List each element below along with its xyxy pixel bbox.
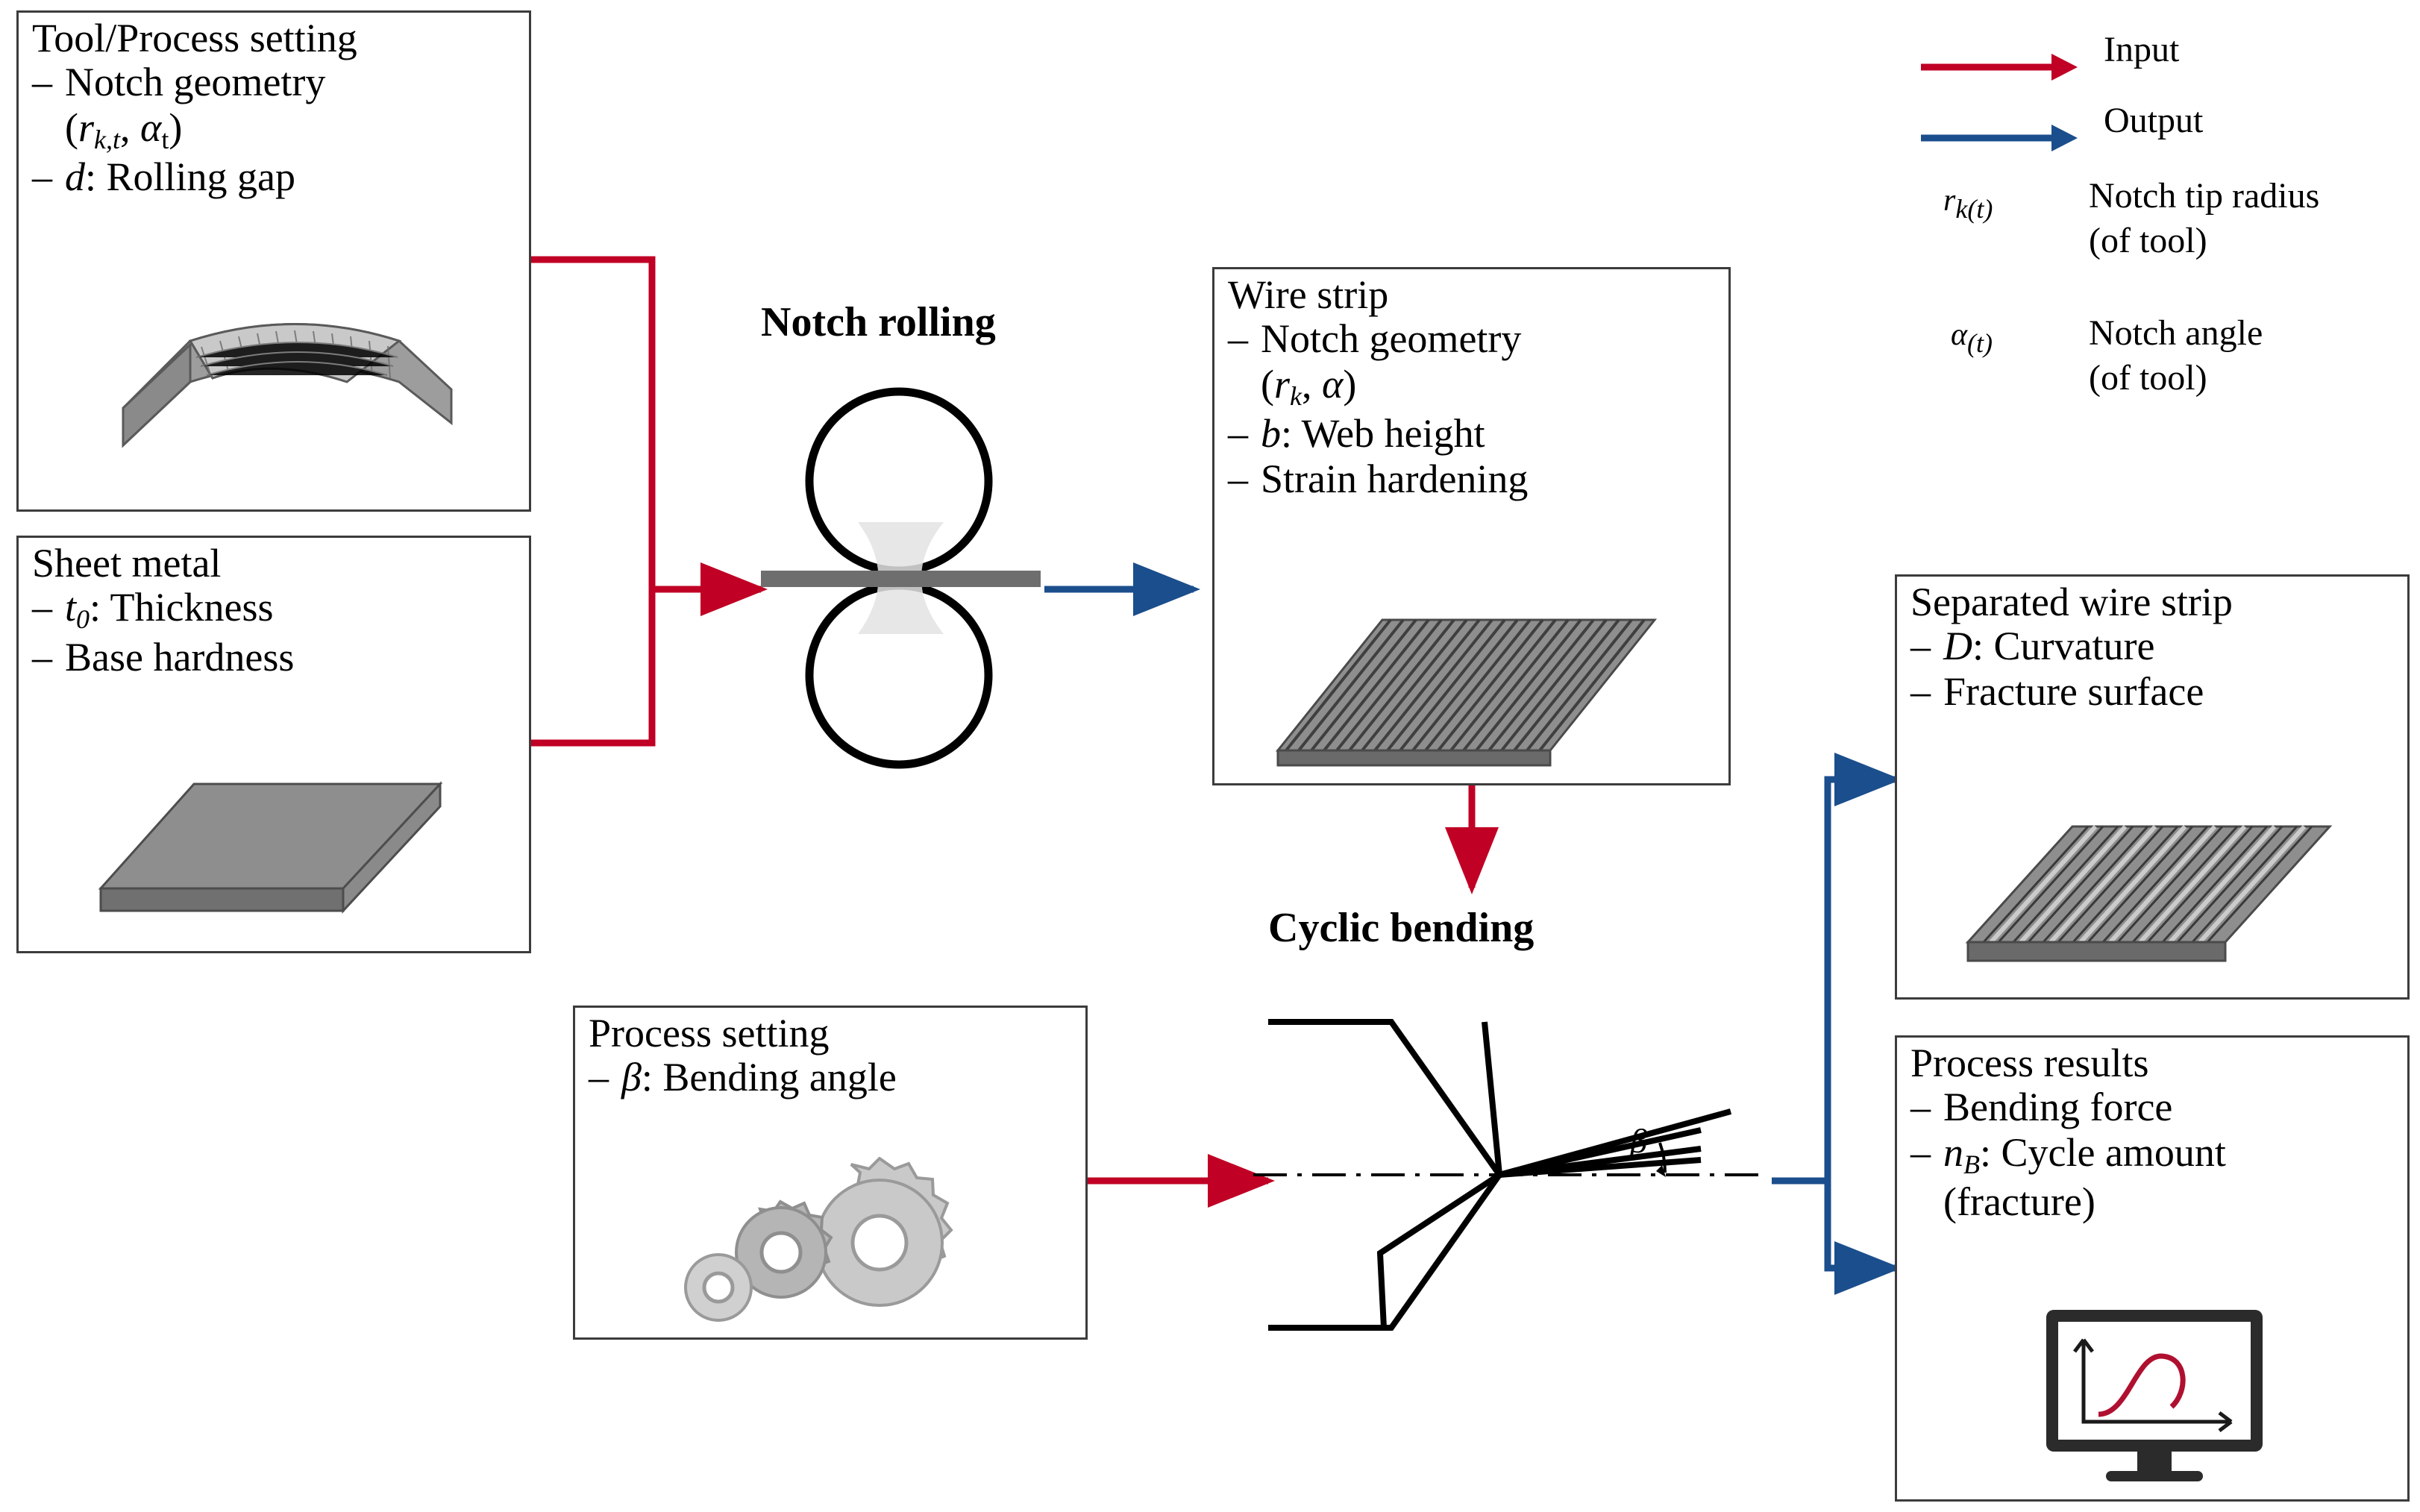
box-separated-wire-strip — [1895, 574, 2410, 1000]
bending-star-figure — [1253, 1000, 1775, 1350]
legend-label-notch-tip-radius-line2: (of tool) — [2089, 221, 2207, 260]
box-tool-process-setting-bullets — [19, 60, 529, 199]
box-wire-strip-title: Wire strip — [1228, 272, 1389, 317]
list-item: ($r_{k,t}$, $\alpha_t$) — [65, 104, 183, 154]
list-item: – d: Rolling gap — [32, 154, 295, 200]
monitor-chart-figure — [2039, 1302, 2285, 1489]
legend-label-notch-angle-line1: Notch angle — [2089, 313, 2263, 353]
list-item: – Strain hardening — [1228, 456, 1529, 501]
legend-label-notch-tip-radius-line1: Notch tip radius — [2089, 176, 2320, 216]
box-process-setting — [573, 1006, 1088, 1340]
notched-strip-3d-figure — [1252, 612, 1699, 784]
separated-wires-3d-figure — [1942, 812, 2389, 983]
list-item: – Bending force — [1910, 1085, 2173, 1130]
box-separated-wire-strip-bullets — [1897, 624, 2407, 714]
list-item: – Notch geometry — [32, 60, 326, 105]
gears-figure — [680, 1157, 993, 1329]
legend-label-input: Input — [2104, 30, 2180, 69]
process-label-notch-rolling: Notch rolling — [761, 299, 996, 345]
box-sheet-metal-bullets — [19, 585, 529, 680]
sheet-metal-3d-figure — [97, 777, 485, 933]
process-label-cyclic-bending: Cyclic bending — [1268, 905, 1535, 951]
box-wire-strip — [1212, 267, 1731, 785]
list-item: – b: Web height — [1228, 411, 1485, 457]
legend-symbol-notch-tip-radius: rk(t) — [1943, 183, 1993, 225]
list-item: – Base hardness — [32, 634, 295, 680]
box-separated-wire-strip-title: Separated wire strip — [1910, 580, 2233, 624]
legend-output-arrow-icon — [1917, 116, 2081, 160]
legend-label-output: Output — [2104, 101, 2204, 140]
box-tool-process-setting — [16, 10, 531, 512]
list-item: – Fracture surface — [1910, 668, 2204, 714]
box-sheet-metal — [16, 536, 531, 953]
list-item: – Notch geometry — [1228, 316, 1522, 362]
list-item: ($r_k$, α) — [1261, 361, 1357, 411]
two-rolls-figure — [746, 380, 1059, 798]
rolling-tool-3d-figure — [101, 311, 474, 498]
legend-symbol-notch-angle: α(t) — [1951, 318, 1993, 359]
box-process-results — [1895, 1035, 2410, 1502]
legend-label-notch-angle-line2: (of tool) — [2089, 358, 2207, 398]
list-item: – $n_B$: Cycle amount — [1910, 1129, 2226, 1179]
list-item: – $t_0$: Thickness — [32, 585, 274, 635]
box-sheet-metal-title: Sheet metal — [32, 541, 222, 586]
box-wire-strip-bullets — [1214, 316, 1728, 501]
svg-text:β: β — [1630, 1122, 1647, 1160]
box-process-setting-bullets — [575, 1055, 1085, 1100]
box-process-results-bullets — [1897, 1085, 2407, 1224]
box-tool-process-setting-title: Tool/Process setting — [32, 16, 357, 60]
box-process-setting-title: Process setting — [589, 1011, 830, 1055]
list-item: – β: Bending angle — [589, 1055, 897, 1100]
box-process-results-title: Process results — [1910, 1041, 2149, 1085]
list-item: – D: Curvature — [1910, 624, 2155, 669]
list-item: (fracture) — [1943, 1179, 2095, 1225]
legend-input-arrow-icon — [1917, 45, 2081, 90]
